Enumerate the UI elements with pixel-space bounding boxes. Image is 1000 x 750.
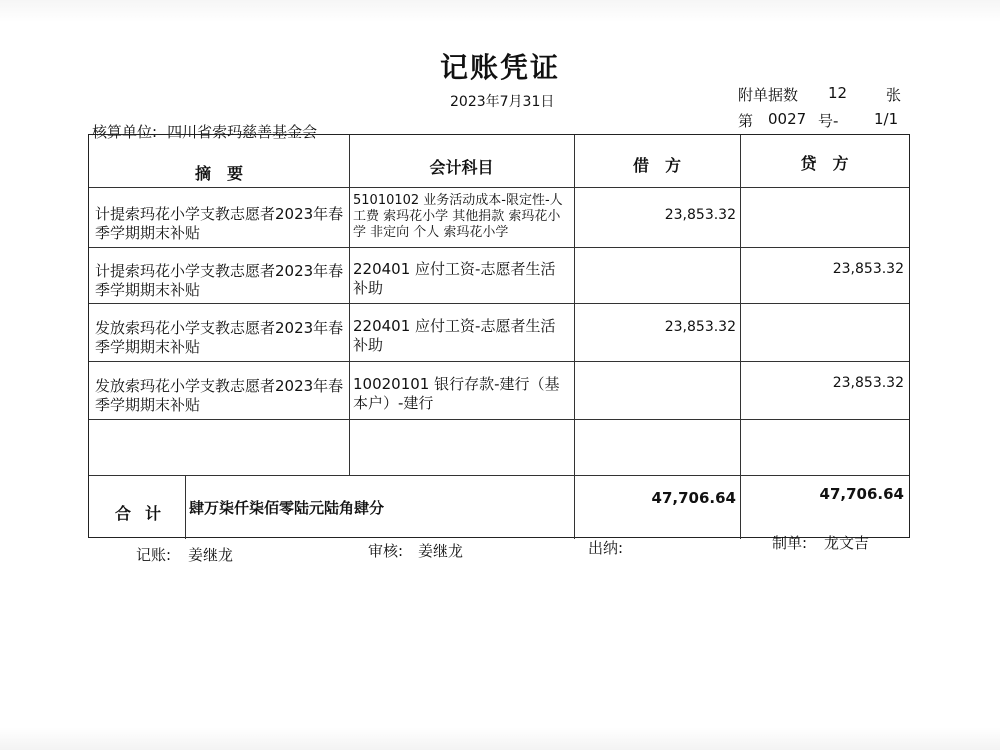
voucher-table xyxy=(88,134,910,538)
voucher-title: 记账凭证 xyxy=(439,51,560,84)
row-summary: 计提索玛花小学支教志愿者2023年春季学期期末补贴 xyxy=(95,205,344,242)
row-account: 220401 应付工资-志愿者生活补助 xyxy=(353,317,556,354)
row-credit: 23,853.32 xyxy=(832,375,904,391)
row-summary: 发放索玛花小学支教志愿者2023年春季学期期末补贴 xyxy=(95,377,344,414)
reviewer-label: 审核: xyxy=(368,542,404,560)
row-credit: 23,853.32 xyxy=(832,261,904,277)
row-divider xyxy=(89,419,909,420)
col-divider xyxy=(574,135,575,539)
total-in-words: 肆万柒仟柒佰零陆元陆角肆分 xyxy=(189,499,385,517)
col-divider xyxy=(740,135,741,539)
row-divider xyxy=(89,475,909,476)
voucher-date: 2023年7月31日 xyxy=(450,94,555,110)
row-account: 220401 应付工资-志愿者生活补助 xyxy=(353,260,556,297)
row-divider xyxy=(89,187,909,188)
preparer-label: 制单: xyxy=(772,534,808,552)
voucher-page-count: 1/1 xyxy=(874,110,899,128)
preparer-name: 龙文吉 xyxy=(824,534,870,552)
col-divider xyxy=(349,135,350,475)
unit-name: 四川省索玛慈善基金会 xyxy=(167,123,318,141)
reviewer-name: 姜继龙 xyxy=(418,542,464,560)
bookkeeper-name: 姜继龙 xyxy=(188,546,234,564)
row-account: 51010102 业务活动成本-限定性-人工费 索玛花小学 其他捐款 索玛花小学 非定向 个人 索玛花小学 xyxy=(353,193,563,240)
header-credit: 贷 方 xyxy=(800,154,849,173)
header-account: 会计科目 xyxy=(429,158,494,177)
row-divider xyxy=(89,361,909,362)
total-label: 合计 xyxy=(115,504,176,523)
total-credit: 47,706.64 xyxy=(819,485,904,503)
header-summary: 摘 要 xyxy=(194,164,243,183)
total-debit: 47,706.64 xyxy=(651,489,736,507)
row-divider xyxy=(89,303,909,304)
voucher-number: 0027 xyxy=(768,110,807,128)
bookkeeper-label: 记账: xyxy=(136,546,172,564)
row-debit: 23,853.32 xyxy=(664,207,736,223)
row-account: 10020101 银行存款-建行（基本户）-建行 xyxy=(353,375,560,412)
row-debit: 23,853.32 xyxy=(664,319,736,335)
row-summary: 发放索玛花小学支教志愿者2023年春季学期期末补贴 xyxy=(95,319,344,356)
unit-label: 核算单位: xyxy=(92,123,158,141)
row-divider xyxy=(89,247,909,248)
attachments-label: 附单据数 xyxy=(738,86,799,104)
total-label-divider xyxy=(185,475,186,539)
voucher-suffix: 号- xyxy=(818,112,839,130)
cashier-label: 出纳: xyxy=(588,539,624,557)
attachments-count: 12 xyxy=(828,84,848,102)
voucher-prefix: 第 xyxy=(738,112,754,130)
row-summary: 计提索玛花小学支教志愿者2023年春季学期期末补贴 xyxy=(95,262,344,299)
header-debit: 借 方 xyxy=(632,156,681,175)
attachments-unit: 张 xyxy=(886,86,902,104)
